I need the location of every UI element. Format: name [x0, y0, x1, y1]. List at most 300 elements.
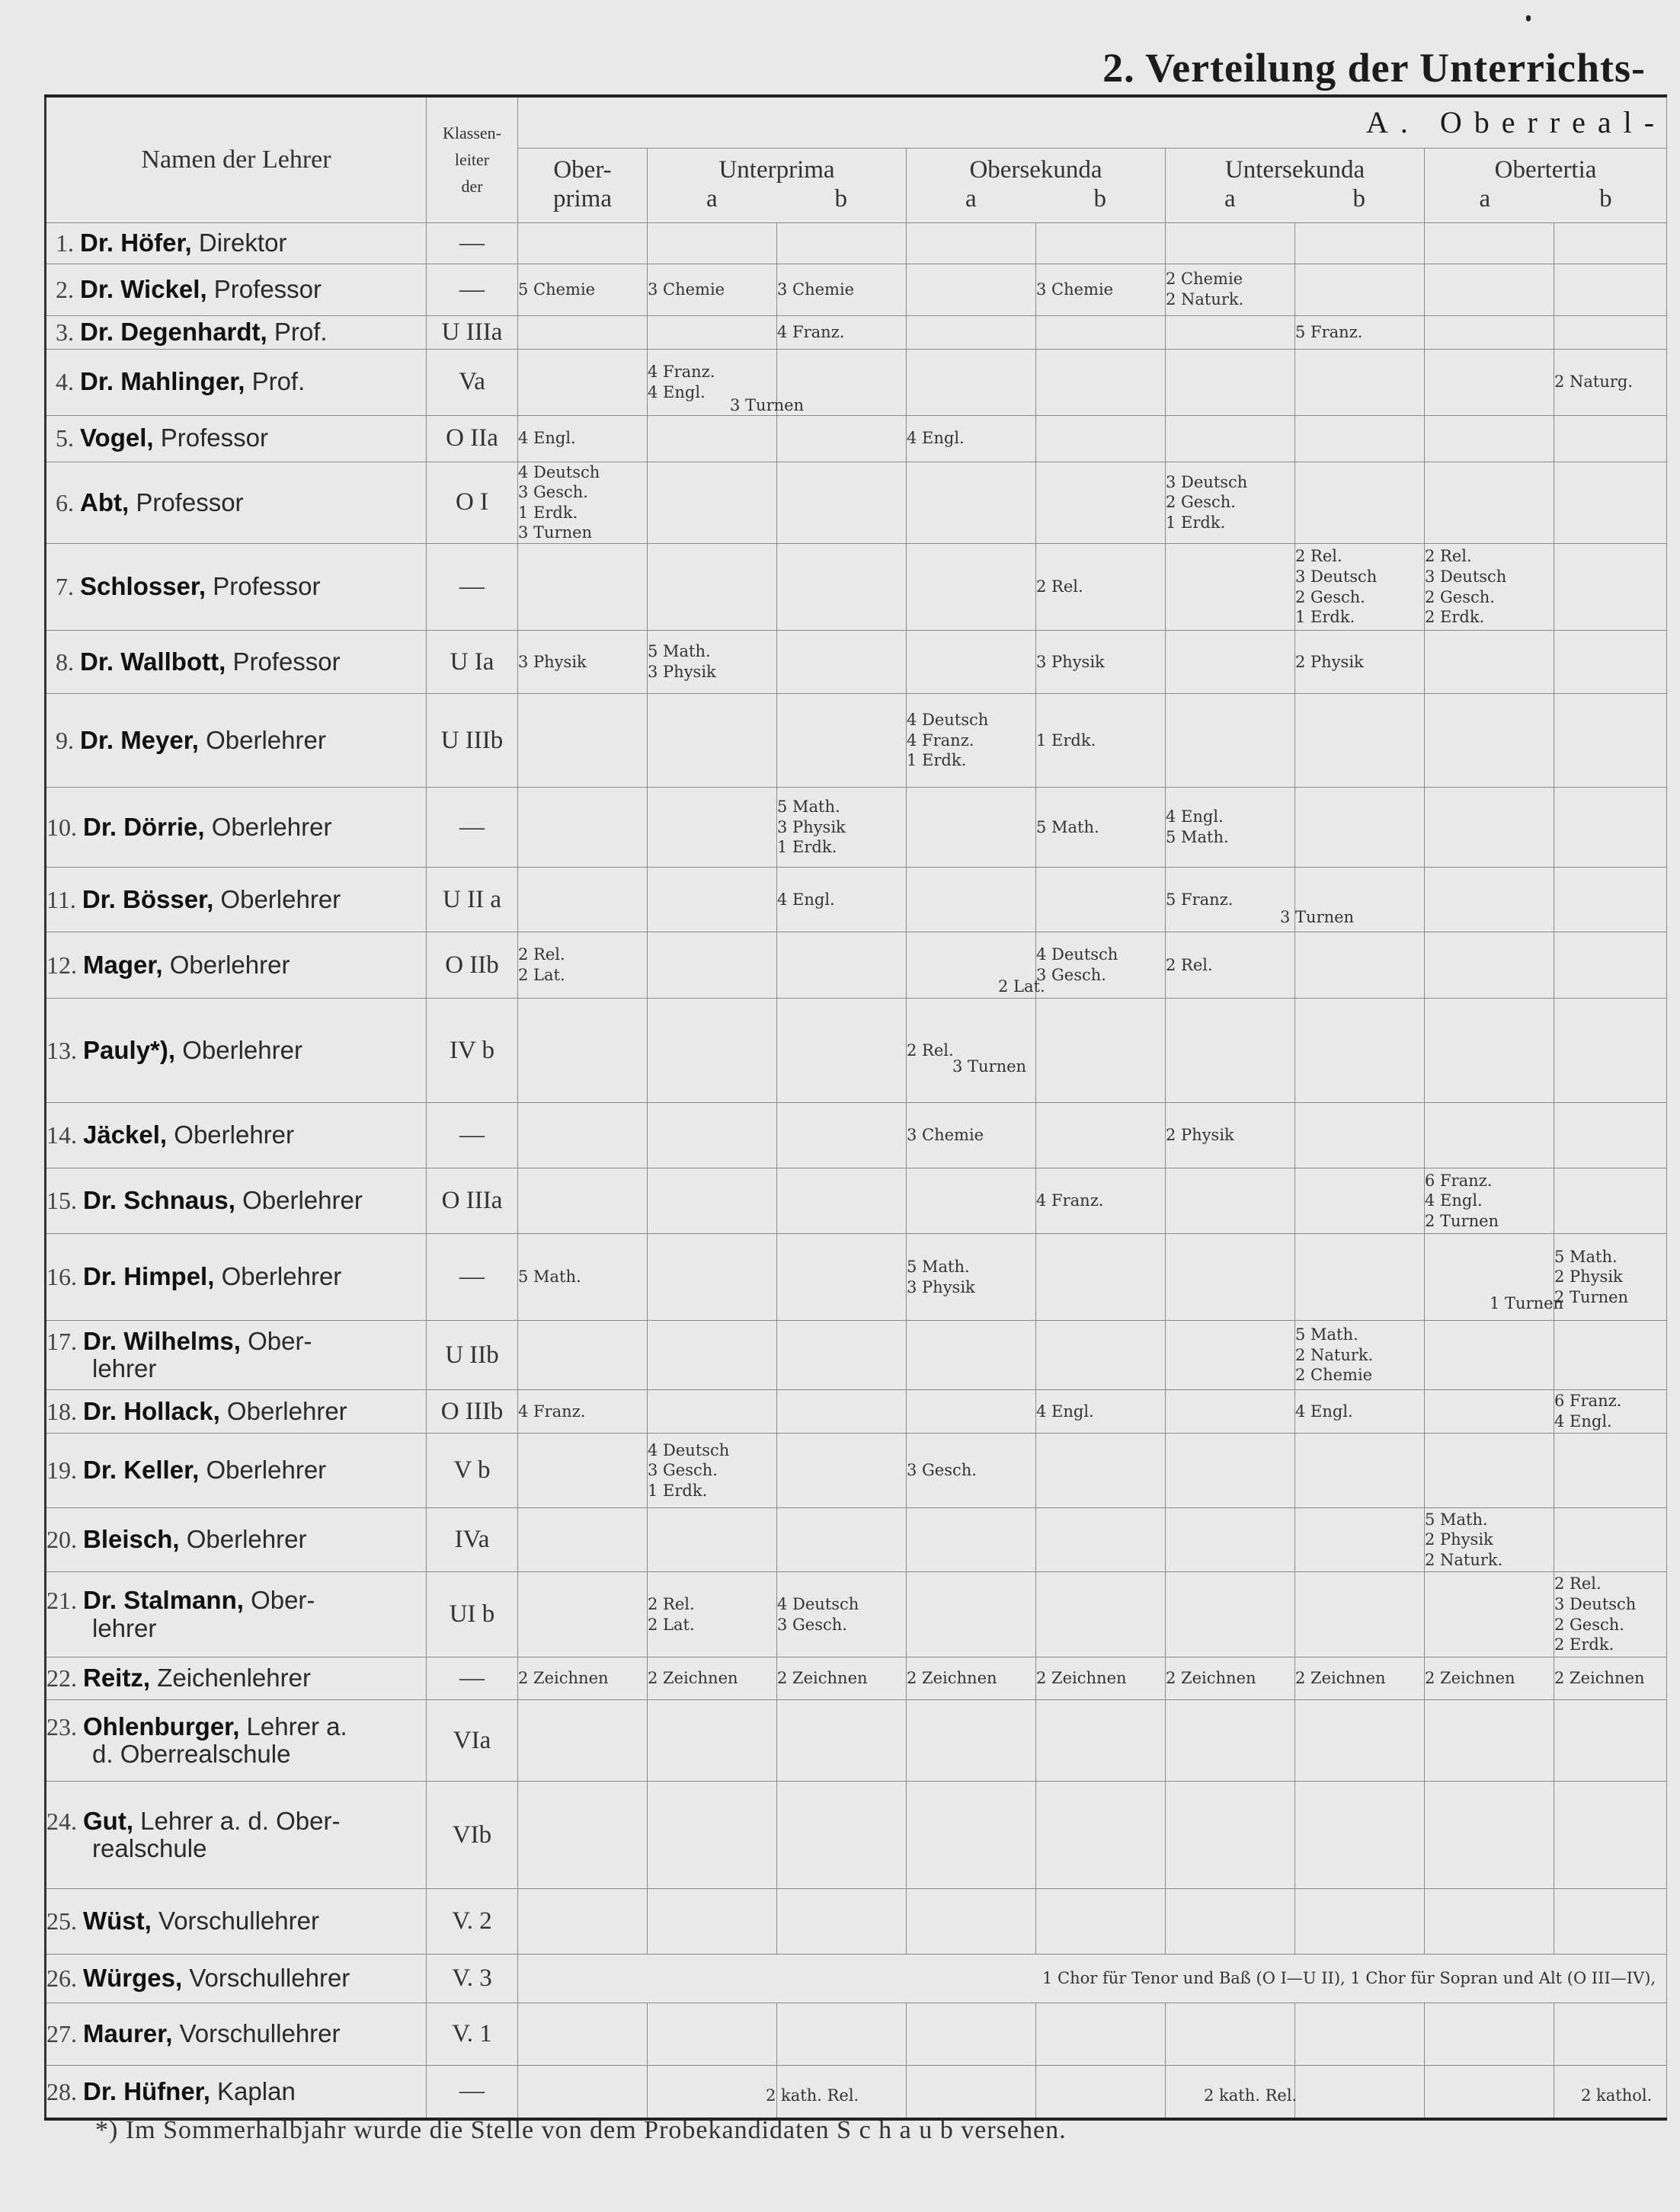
subject-cell	[1036, 631, 1166, 694]
subject-line: 3 Physik	[518, 652, 587, 671]
subject-cell	[1425, 1572, 1554, 1657]
subject-line: 2 Rel.	[1554, 1574, 1602, 1593]
subject-line: 2 Zeichnen	[1425, 1669, 1515, 1688]
subject-cell	[1166, 1889, 1295, 1955]
subject-cell	[1036, 544, 1166, 631]
teacher-title: Oberlehrer	[169, 950, 290, 979]
subject-cell	[1554, 694, 1667, 788]
klassenleiter-cell: VIa	[427, 1700, 518, 1782]
teacher-surname: Gut,	[83, 1806, 133, 1835]
teacher-surname: Reitz,	[83, 1664, 151, 1693]
subject-cell	[1295, 1889, 1425, 1955]
header-klassenleiter	[427, 96, 518, 222]
teacher-row	[46, 349, 1667, 415]
subject-line: 2 Zeichnen	[518, 1669, 609, 1688]
subject-line: 4 Deutsch	[907, 711, 989, 730]
subject-cell	[1425, 1889, 1554, 1955]
subject-cell	[777, 631, 907, 694]
subject-cell	[1166, 1168, 1295, 1234]
subject-cell	[648, 1508, 777, 1572]
header-untersekunda	[1166, 148, 1425, 222]
subject-cell	[1036, 222, 1166, 264]
teacher-surname: Würges,	[83, 1964, 183, 1993]
subject-cell	[518, 694, 648, 788]
teacher-name-cell	[46, 694, 427, 788]
subject-line: 2 Lat.	[518, 966, 565, 985]
subject-line: 2 Chemie	[1166, 270, 1243, 289]
subject-cell	[1166, 315, 1295, 349]
teacher-row	[46, 1889, 1667, 1955]
subject-line: 2 Naturk.	[1295, 1345, 1374, 1364]
teacher-row	[46, 868, 1667, 932]
subject-line: 2 Rel.	[907, 1040, 954, 1060]
teacher-title: Oberlehrer	[221, 1262, 342, 1291]
header-obersekunda-b: b	[1093, 185, 1107, 213]
subject-line: 5 Math.	[777, 798, 840, 817]
subject-cell	[907, 315, 1036, 349]
subject-line: 2 Chemie	[1295, 1366, 1373, 1385]
subject-cell	[1554, 932, 1667, 999]
row-number: 12.	[46, 951, 77, 979]
teacher-title: Kaplan	[217, 2076, 296, 2105]
teacher-surname: Jäckel,	[83, 1120, 168, 1149]
teacher-row	[46, 1168, 1667, 1234]
subject-cell	[518, 1390, 648, 1434]
subject-line: 3 Chemie	[1036, 280, 1114, 299]
klassenleiter-cell: U IIb	[427, 1321, 518, 1390]
subject-cell	[907, 1700, 1036, 1782]
teacher-surname: Wüst,	[83, 1907, 152, 1936]
subject-cell	[1166, 788, 1295, 868]
subject-line: 2 Naturk.	[1425, 1550, 1503, 1569]
teacher-name-cell	[46, 2066, 427, 2119]
subject-line: 2 Gesch.	[1554, 1615, 1624, 1634]
subject-cell	[1425, 2003, 1554, 2066]
header-unterprima-b: b	[834, 185, 848, 213]
subject-line: 2 Rel.	[1295, 547, 1342, 566]
subject-cell	[1166, 462, 1295, 544]
subject-cell	[777, 1508, 907, 1572]
subject-line: 5 Math.	[518, 1267, 581, 1287]
subject-cell	[518, 1700, 648, 1782]
subject-line: 3 Physik	[1036, 652, 1105, 671]
row-number: 23.	[46, 1712, 77, 1741]
header-unterprima-a: a	[706, 185, 718, 213]
teacher-row	[46, 694, 1667, 788]
subject-cell	[1166, 631, 1295, 694]
subject-cell	[648, 2003, 777, 2066]
subject-cell	[1036, 1168, 1166, 1234]
subject-cell	[648, 544, 777, 631]
subject-cell	[1554, 315, 1667, 349]
subject-cell	[1295, 999, 1425, 1103]
row-number: 19.	[46, 1456, 77, 1485]
subject-cell	[1295, 1234, 1425, 1321]
subject-line: 6 Franz.	[1554, 1392, 1622, 1411]
header-obersekunda	[907, 148, 1166, 222]
subject-cell	[1036, 462, 1166, 544]
subject-line: 3 Physik	[648, 663, 716, 682]
teacher-name-cell	[46, 222, 427, 264]
teaching-distribution-table-wrap	[44, 94, 1666, 2118]
klassenleiter-cell: U IIIa	[427, 315, 518, 349]
teacher-surname: Dr. Keller,	[83, 1456, 200, 1485]
klassenleiter-cell: O I	[427, 462, 518, 544]
teacher-title: Oberlehrer	[186, 1525, 307, 1554]
subject-line: 2 Physik	[1295, 652, 1364, 671]
subject-cell	[1554, 2003, 1667, 2066]
teacher-row	[46, 222, 1667, 264]
subject-cell	[907, 1321, 1036, 1390]
subject-cell	[1425, 1434, 1554, 1508]
subject-cell	[1295, 1434, 1425, 1508]
subject-cell	[1166, 1390, 1295, 1434]
teacher-row	[46, 631, 1667, 694]
subject-cell	[1036, 788, 1166, 868]
klassenleiter-cell: —	[427, 1657, 518, 1700]
subject-cell	[907, 415, 1036, 462]
teacher-surname: Dr. Höfer,	[80, 228, 192, 257]
subject-cell	[1425, 868, 1554, 932]
subject-line: 3 Gesch.	[518, 483, 588, 502]
subject-cell	[907, 999, 1036, 1103]
subject-cell	[1166, 932, 1295, 999]
subject-line: 2 Rel.	[518, 945, 565, 964]
subject-cell	[1554, 999, 1667, 1103]
subject-cell	[907, 694, 1036, 788]
subject-cell	[1036, 1234, 1166, 1321]
teacher-title: Zeichenlehrer	[157, 1664, 311, 1693]
subject-line: 3 Deutsch	[1425, 567, 1507, 586]
subject-cell	[907, 1390, 1036, 1434]
subject-cell	[1036, 1508, 1166, 1572]
header-obersekunda-title: Obersekunda	[969, 156, 1102, 184]
header-obertertia-title: Obertertia	[1494, 156, 1597, 184]
teacher-title-cont: lehrer	[92, 1613, 157, 1642]
header-untersekunda-title: Untersekunda	[1224, 156, 1365, 184]
subject-cell	[518, 2066, 1653, 2119]
subject-cell	[777, 1572, 907, 1657]
subject-cell	[1295, 1508, 1425, 1572]
subject-cell	[1295, 2003, 1425, 2066]
spanning-note: 1 Turnen	[1490, 1294, 1564, 1313]
teacher-title: Vorschullehrer	[179, 2019, 341, 2048]
subject-cell	[1036, 932, 1166, 999]
row-number: 28.	[46, 2077, 77, 2105]
subject-line: 4 Franz.	[777, 322, 845, 341]
teacher-title: Oberlehrer	[220, 884, 341, 913]
subject-cell	[1425, 631, 1554, 694]
teacher-row	[46, 1572, 1667, 1657]
subject-cell	[1166, 999, 1295, 1103]
subject-line: 4 Engl.	[1166, 807, 1224, 826]
teacher-rows	[46, 222, 1667, 2119]
teacher-surname: Dr. Wilhelms,	[83, 1326, 241, 1355]
teacher-surname: Ohlenburger,	[83, 1712, 240, 1741]
subject-cell	[777, 788, 907, 868]
subject-cell	[907, 1572, 1036, 1657]
subject-cell	[1036, 2003, 1166, 2066]
spanning-note: 2 kath. Rel.	[766, 2086, 859, 2105]
subject-line: 2 Zeichnen	[648, 1669, 738, 1688]
subject-cell	[1554, 1390, 1667, 1434]
header-untersekunda-a: a	[1224, 185, 1236, 213]
subject-cell	[1295, 1572, 1425, 1657]
subject-cell	[518, 1508, 648, 1572]
header-oberprima-1: Ober-	[553, 156, 612, 184]
subject-line: 4 Deutsch	[518, 462, 600, 481]
teacher-title: Oberlehrer	[206, 1456, 327, 1485]
subject-cell	[1554, 868, 1667, 932]
subject-cell	[1425, 1103, 1554, 1168]
teaching-distribution-table	[44, 94, 1667, 2121]
subject-cell	[1036, 415, 1166, 462]
subject-cell	[518, 462, 648, 544]
teacher-surname: Abt,	[80, 487, 130, 516]
teacher-name-cell	[46, 1657, 427, 1700]
subject-line: 5 Franz.	[1166, 890, 1234, 909]
subject-line: 4 Franz.	[648, 362, 715, 381]
klassenleiter-cell: O IIIb	[427, 1390, 518, 1434]
subject-cell	[1166, 1234, 1295, 1321]
subject-cell	[907, 462, 1036, 544]
spanning-note: 2 kath. Rel.	[1204, 2086, 1298, 2105]
teacher-row	[46, 315, 1667, 349]
teacher-title: Oberlehrer	[182, 1035, 302, 1064]
subject-cell	[648, 1572, 777, 1657]
teacher-surname: Dr. Degenhardt,	[80, 317, 267, 346]
klassenleiter-cell: O IIIa	[427, 1168, 518, 1234]
teacher-surname: Pauly*),	[83, 1035, 176, 1064]
row-number: 1.	[56, 229, 74, 257]
teacher-row	[46, 788, 1667, 868]
subject-line: 2 Rel.	[1166, 955, 1213, 974]
teacher-surname: Dr. Wallbott,	[80, 647, 226, 676]
teacher-surname: Dr. Himpel,	[83, 1262, 215, 1291]
teacher-row	[46, 999, 1667, 1103]
teacher-title: Ober-	[248, 1326, 312, 1355]
subject-cell	[648, 999, 777, 1103]
subject-cell	[1425, 999, 1554, 1103]
subject-cell	[1295, 462, 1425, 544]
subject-line: 3 Deutsch	[1554, 1594, 1637, 1613]
subject-cell	[907, 868, 1036, 932]
spanning-note: 3 Turnen	[952, 1057, 1027, 1076]
subject-line: 3 Physik	[907, 1277, 975, 1296]
subject-cell	[1295, 932, 1425, 999]
subject-line: 1 Erdk.	[777, 838, 837, 857]
subject-line: 3 Deutsch	[1295, 567, 1378, 586]
subject-cell	[777, 222, 907, 264]
subject-cell	[907, 1234, 1036, 1321]
subject-cell	[648, 1103, 777, 1168]
subject-cell	[1425, 932, 1554, 999]
subject-cell	[648, 462, 777, 544]
subject-cell	[777, 1700, 907, 1782]
subject-line: 4 Engl.	[907, 429, 965, 448]
subject-cell	[1166, 2003, 1295, 2066]
subject-cell	[518, 631, 648, 694]
subject-line: 2 Erdk.	[1425, 608, 1485, 627]
subject-line: 3 Turnen	[518, 523, 593, 542]
teacher-title-cont: realschule	[92, 1834, 207, 1863]
subject-cell	[648, 1657, 777, 1700]
subject-cell	[1036, 1103, 1166, 1168]
subject-cell	[907, 631, 1036, 694]
teacher-title: Oberlehrer	[174, 1120, 295, 1149]
teacher-row	[46, 462, 1667, 544]
teacher-name-cell	[46, 544, 427, 631]
klassenleiter-cell: —	[427, 1234, 518, 1321]
teacher-surname: Dr. Hüfner,	[83, 2076, 210, 2105]
teacher-title: Ober-	[251, 1586, 315, 1615]
subject-cell	[648, 1321, 777, 1390]
subject-line: 3 Chemie	[648, 280, 725, 299]
subject-cell	[648, 932, 777, 999]
subject-line: 5 Math.	[1166, 828, 1229, 847]
teacher-surname: Maurer,	[83, 2019, 173, 2048]
subject-cell	[1166, 1508, 1295, 1572]
subject-cell	[1425, 544, 1554, 631]
subject-cell	[1425, 1508, 1554, 1572]
teacher-row	[46, 1657, 1667, 1700]
subject-line: 4 Franz.	[518, 1402, 586, 1421]
header-obertertia-b: b	[1599, 185, 1612, 213]
subject-cell	[1554, 1700, 1667, 1782]
teacher-surname: Bleisch,	[83, 1525, 180, 1554]
subject-cell	[1166, 415, 1295, 462]
subject-cell	[907, 2003, 1036, 2066]
subject-line: 5 Math.	[648, 642, 711, 661]
teacher-title: Oberlehrer	[211, 812, 332, 841]
subject-cell	[1166, 1321, 1295, 1390]
row-number: 7.	[56, 573, 74, 601]
teacher-title: Prof.	[274, 317, 328, 346]
subject-line: 2 Gesch.	[1295, 587, 1365, 606]
subject-cell	[1036, 1321, 1166, 1390]
subject-cell	[1166, 1700, 1295, 1782]
subject-cell	[518, 1321, 648, 1390]
teacher-title: Prof.	[251, 367, 306, 396]
subject-cell	[1036, 1700, 1166, 1782]
teacher-row	[46, 1955, 1667, 2003]
teacher-name-cell	[46, 264, 427, 315]
subject-line: 2 Erdk.	[1554, 1635, 1614, 1654]
klassenleiter-cell: O IIb	[427, 932, 518, 999]
subject-line: 2 Zeichnen	[1295, 1669, 1386, 1688]
teacher-title: Direktor	[198, 228, 287, 257]
subject-cell	[1036, 264, 1166, 315]
subject-cell	[1036, 1434, 1166, 1508]
subject-line: 2 Physik	[1554, 1267, 1623, 1287]
klassenleiter-cell: V. 3	[427, 1955, 518, 2003]
subject-line: 4 Franz.	[1036, 1191, 1104, 1210]
subject-cell	[777, 1390, 907, 1434]
subject-cell	[648, 1782, 777, 1889]
row-number: 24.	[46, 1807, 77, 1835]
subject-line: 2 Rel.	[1036, 577, 1083, 596]
teacher-name-cell	[46, 1889, 427, 1955]
teacher-name-cell	[46, 1321, 427, 1390]
subject-cell	[1425, 1321, 1554, 1390]
klassenleiter-cell: O IIa	[427, 415, 518, 462]
subject-cell	[777, 1168, 907, 1234]
subject-line: 1 Erdk.	[1295, 608, 1355, 627]
subject-cell	[1425, 264, 1554, 315]
subject-line: 4 Deutsch	[1036, 945, 1118, 964]
teacher-name-cell	[46, 1434, 427, 1508]
subject-line: 2 Turnen	[1554, 1287, 1629, 1306]
row-number: 13.	[46, 1036, 77, 1064]
header-kl-line1: Klassen-	[443, 123, 501, 142]
subject-cell	[648, 415, 777, 462]
teacher-name-cell	[46, 1508, 427, 1572]
subject-cell	[1554, 1321, 1667, 1390]
row-number: 16.	[46, 1263, 77, 1291]
subject-line: 2 Rel.	[1425, 547, 1472, 566]
subject-cell	[648, 264, 777, 315]
teacher-surname: Dr. Bösser,	[82, 884, 214, 913]
klassenleiter-cell: —	[427, 788, 518, 868]
subject-cell	[518, 932, 1045, 999]
header-obertertia	[1425, 148, 1667, 222]
subject-line: 3 Deutsch	[1166, 472, 1248, 491]
chor-note-cell: 1 Chor für Tenor und Baß (O I—U II), 1 Chor für Sopran und Alt (O III—IV),	[518, 1955, 1667, 2003]
subject-cell	[1554, 544, 1667, 631]
teacher-name-cell	[46, 1390, 427, 1434]
subject-line: 2 Naturg.	[1554, 372, 1634, 392]
row-number: 21.	[46, 1587, 77, 1615]
subject-line: 1 Erdk.	[648, 1481, 708, 1500]
subject-cell	[518, 2003, 648, 2066]
subject-cell	[1554, 462, 1667, 544]
klassenleiter-cell: U II a	[427, 868, 518, 932]
subject-cell	[648, 1390, 777, 1434]
subject-cell	[1554, 1168, 1667, 1234]
teacher-name-cell	[46, 1103, 427, 1168]
subject-cell	[777, 1889, 907, 1955]
subject-line: 4 Deutsch	[648, 1440, 730, 1459]
subject-cell	[1554, 1234, 1667, 1321]
subject-cell	[1295, 1657, 1425, 1700]
subject-cell	[518, 1168, 648, 1234]
subject-cell	[907, 1168, 1036, 1234]
subject-cell	[777, 932, 907, 999]
teacher-title: Professor	[213, 572, 321, 601]
subject-cell	[1554, 349, 1667, 415]
subject-cell	[907, 1782, 1036, 1889]
subject-cell	[1295, 544, 1425, 631]
page-heading: 2. Verteilung der Unterrichts-	[1102, 45, 1646, 91]
subject-cell	[1036, 694, 1166, 788]
ink-dot	[1526, 15, 1531, 21]
subject-cell	[777, 1657, 907, 1700]
subject-cell	[1425, 222, 1554, 264]
subject-line: 2 Zeichnen	[777, 1669, 868, 1688]
subject-line: 4 Engl.	[1036, 1402, 1094, 1421]
teacher-surname: Vogel,	[80, 424, 154, 452]
row-number: 9.	[56, 726, 74, 754]
subject-cell	[1295, 1390, 1425, 1434]
teacher-row	[46, 1700, 1667, 1782]
subject-cell	[1425, 1700, 1554, 1782]
subject-cell	[907, 1508, 1036, 1572]
subject-cell	[1554, 1572, 1667, 1657]
subject-cell	[1036, 999, 1166, 1103]
subject-cell	[648, 2066, 777, 2119]
subject-line: 5 Franz.	[1295, 322, 1363, 341]
row-number: 10.	[46, 813, 77, 841]
